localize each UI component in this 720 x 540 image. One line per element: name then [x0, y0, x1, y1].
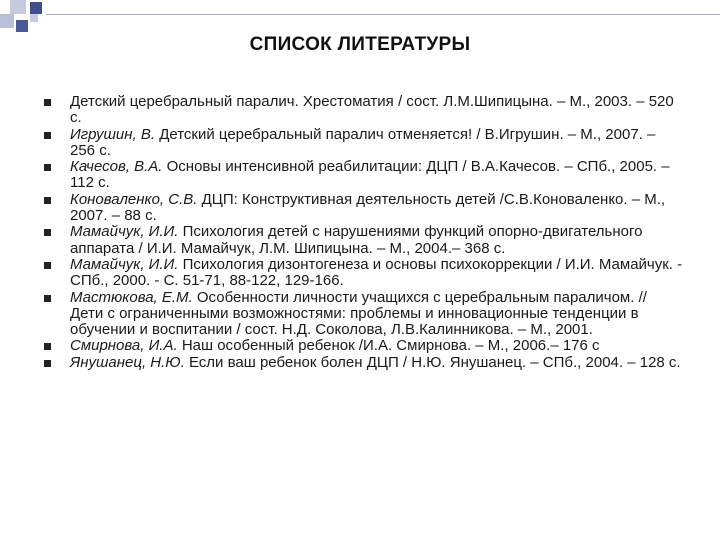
reference-text: Наш особенный ребенок /И.А. Смирнова. – М., 2006.– 176 с — [177, 337, 600, 355]
reference-text: Психология детей с нарушениями функций опорно-двигательного аппарата / И.И. Мамайчук, Л.М. Шипицына. – М., 2004.– 368 с. — [70, 223, 643, 257]
reference-author: Мастюкова, Е.М. — [70, 288, 193, 306]
square-bullet-icon — [44, 295, 51, 302]
deco-square-5 — [30, 14, 38, 22]
reference-text: Детский церебральный паралич. Хрестоматия / сост. Л.М.Шипицына. – М., 2003. – 520 с. — [70, 93, 674, 127]
reference-text: Особенности личности учащихся с церебральным параличом. // Дети с ограниченными возможностями: проблемы и инновационные тенденции в обучении и воспитании / сост. Н.Д. Соколова, Л.В.Калинникова. – М., 2001. — [70, 288, 647, 339]
reference-author: Янушанец, Н.Ю. — [70, 353, 185, 371]
deco-square-3 — [0, 14, 14, 28]
page-title: СПИСОК ЛИТЕРАТУРЫ — [249, 34, 471, 55]
reference-author: Игрушин, В. — [70, 125, 156, 143]
top-rule — [46, 14, 720, 15]
square-bullet-icon — [44, 99, 51, 106]
square-bullet-icon — [44, 164, 51, 171]
reference-author: Качесов, В.А. — [70, 158, 163, 176]
reference-item — [44, 290, 684, 339]
square-bullet-icon — [44, 360, 51, 367]
square-bullet-icon — [44, 229, 51, 236]
reference-author: Коноваленко, С.В. — [70, 190, 198, 208]
reference-item — [44, 338, 684, 354]
reference-item — [44, 355, 684, 371]
deco-square-2 — [30, 2, 42, 14]
square-bullet-icon — [44, 132, 51, 139]
reference-item — [44, 224, 684, 257]
deco-square-1 — [10, 0, 26, 14]
reference-item — [44, 94, 684, 127]
reference-item — [44, 192, 684, 225]
reference-item — [44, 127, 684, 160]
reference-item — [44, 257, 684, 290]
reference-text: Психология дизонтогенеза и основы психокоррекции / И.И. Мамайчук. - СПб., 2000. - С. 51-71, 88-122, 129-166. — [70, 255, 683, 290]
reference-text: Основы интенсивной реабилитации: ДЦП / В.А.Качесов. – СПб., 2005. – 112 с. — [70, 158, 670, 192]
reference-text: Детский церебральный паралич отменяется! / В.Игрушин. – М., 2007. – 256 с. — [70, 125, 656, 159]
square-bullet-icon — [44, 262, 51, 269]
reference-list — [44, 94, 684, 371]
reference-text: Если ваш ребенок болен ДЦП / Н.Ю. Янушанец. – СПб., 2004. – 128 с. — [184, 353, 681, 371]
reference-text: ДЦП: Конструктивная деятельность детей /С.В.Коноваленко. – М., 2007. – 88 с. — [70, 190, 666, 225]
deco-square-4 — [16, 20, 28, 32]
reference-author: Мамайчук, И.И. — [70, 223, 179, 241]
square-bullet-icon — [44, 197, 51, 204]
reference-item — [44, 159, 684, 192]
reference-author: Смирнова, И.А. — [70, 337, 178, 355]
square-bullet-icon — [44, 343, 51, 350]
reference-author: Мамайчук, И.И. — [70, 255, 179, 273]
